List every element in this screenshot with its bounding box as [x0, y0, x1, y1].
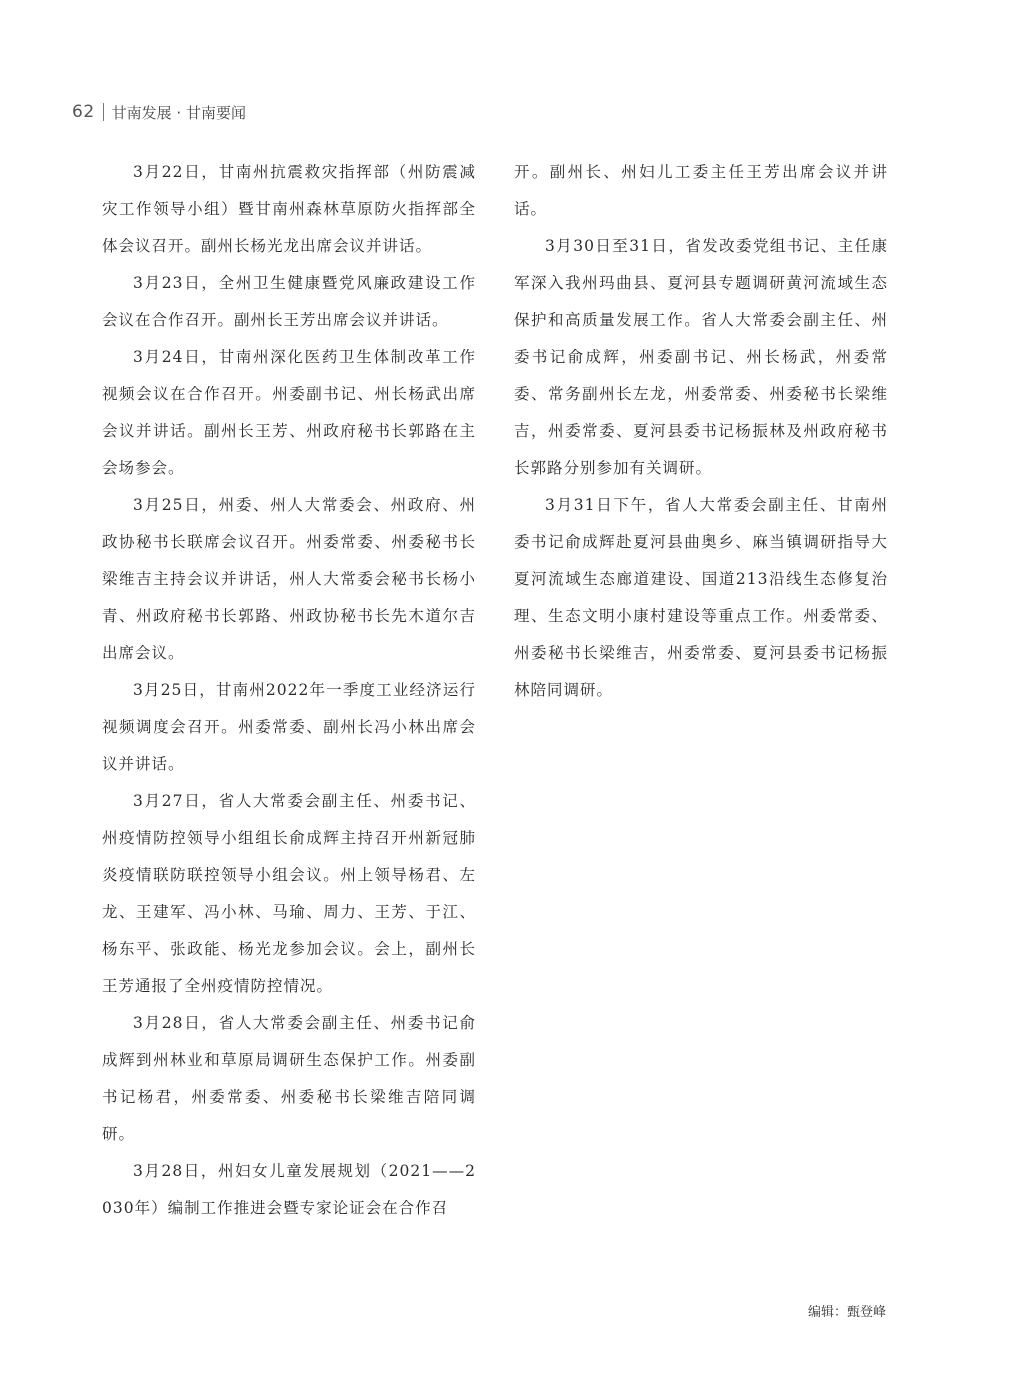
news-paragraph: 3月25日，州委、州人大常委会、州政府、州政协秘书长联席会议召开。州委常委、州委秘书长梁维吉主持会议并讲话，州人大常委会秘书长杨小青、州政府秘书长郭路、州政协秘书长先木道尔吉出席会议。	[102, 496, 476, 662]
section-title: 甘南发展 · 甘南要闻	[111, 103, 246, 122]
right-column	[514, 154, 888, 709]
news-paragraph: 3月30日至31日，省发改委党组书记、主任康军深入我州玛曲县、夏河县专题调研黄河流域生态保护和高质量发展工作。省人大常委会副主任、州委书记俞成辉，州委副书记、州长杨武，州委常委、常务副州长左龙，州委常委、州委秘书长梁维吉，州委常委、夏河县委书记杨振林及州政府秘书长郭路分别参加有关调研。	[514, 237, 888, 477]
news-paragraph: 3月28日，州妇女儿童发展规划（2021——2030年）编制工作推进会暨专家论证会在合作召	[102, 1162, 476, 1217]
news-paragraph: 3月31日下午，省人大常委会副主任、甘南州委书记俞成辉赴夏河县曲奥乡、麻当镇调研指导大夏河流域生态廊道建设、国道213沿线生态修复治理、生态文明小康村建设等重点工作。州委常委、州委秘书长梁维吉，州委常委、夏河县委书记杨振林陪同调研。	[514, 496, 888, 699]
news-paragraph: 3月28日，省人大常委会副主任、州委书记俞成辉到州林业和草原局调研生态保护工作。州委副书记杨君，州委常委、州委秘书长梁维吉陪同调研。	[102, 1014, 476, 1143]
news-paragraph: 3月23日，全州卫生健康暨党风廉政建设工作会议在合作召开。副州长王芳出席会议并讲话。	[102, 274, 476, 329]
header-divider	[103, 103, 104, 121]
news-paragraph: 3月22日，甘南州抗震救灾指挥部（州防震减灾工作领导小组）暨甘南州森林草原防火指挥部全体会议召开。副州长杨光龙出席会议并讲话。	[102, 163, 476, 255]
news-paragraph: 3月24日，甘南州深化医药卫生体制改革工作视频会议在合作召开。州委副书记、州长杨武出席会议并讲话。副州长王芳、州政府秘书长郭路在主会场参会。	[102, 348, 476, 477]
page-number: 62	[72, 102, 95, 122]
editor-credit: 编辑：甄登峰	[807, 1305, 886, 1320]
news-paragraph: 3月27日，省人大常委会副主任、州委书记、州疫情防控领导小组组长俞成辉主持召开州新冠肺炎疫情联防联控领导小组会议。州上领导杨君、左龙、王建军、冯小林、马瑜、周力、王芳、于江、杨东平、张政能、杨光龙参加会议。会上，副州长王芳通报了全州疫情防控情况。	[102, 792, 476, 995]
continued-paragraph: 开。副州长、州妇儿工委主任王芳出席会议并讲话。	[514, 163, 888, 218]
left-column	[102, 154, 476, 1227]
page-header	[72, 100, 246, 124]
news-paragraph: 3月25日，甘南州2022年一季度工业经济运行视频调度会召开。州委常委、副州长冯小林出席会议并讲话。	[102, 681, 476, 773]
